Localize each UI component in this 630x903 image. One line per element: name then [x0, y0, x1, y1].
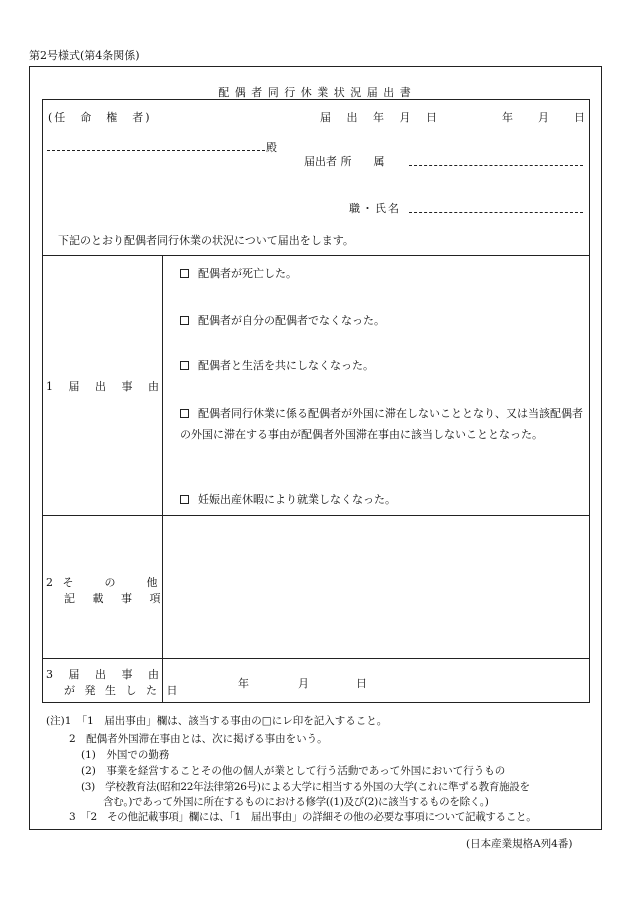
applicant-dept-line[interactable] [409, 165, 583, 166]
addressee-line[interactable] [47, 150, 265, 151]
reason-option-text: 配偶者同行休業に係る配偶者が外国に滞在しないこととなり、又は当該配偶者の外国に滞在する事由が配偶者外国滞在事由に該当しないこととなった。 [180, 407, 583, 441]
section2-label-line1: 2 そ の 他 [46, 576, 161, 589]
occurrence-year: 年 [238, 677, 249, 690]
applicant-dept-label: 届出者 所 属 [304, 155, 385, 168]
submission-day: 日 [574, 111, 585, 124]
checkbox[interactable] [180, 269, 189, 278]
section2-label-line2: 記 載 事 項 [64, 592, 168, 605]
reason-option-text: 配偶者が死亡した。 [198, 267, 297, 280]
paper-standard: (日本産業規格A列4番) [466, 838, 573, 850]
reason-option[interactable] [180, 404, 586, 445]
applicant-name-label: 職・氏名 [349, 202, 401, 215]
checkbox[interactable] [180, 316, 189, 325]
column-divider [162, 255, 163, 703]
submission-date-label: 届 出 年 月 日 [320, 111, 443, 124]
note-2-item-3-cont: 含む。)であって外国に所在するものにおける修学((1)及び(2)に該当するものを除く。) [103, 796, 489, 808]
appointer-label: (任 命 権 者) [48, 111, 152, 124]
row-divider [42, 255, 590, 256]
reason-option[interactable] [180, 312, 385, 328]
addressee-suffix: 殿 [266, 141, 277, 154]
occurrence-day: 日 [356, 677, 367, 690]
reason-option[interactable] [180, 357, 374, 373]
checkbox[interactable] [180, 409, 189, 418]
reason-option-text: 配偶者が自分の配偶者でなくなった。 [198, 314, 385, 327]
note-2-item-1: (1) 外国での勤務 [81, 749, 170, 761]
submission-year: 年 [502, 111, 513, 124]
note-3: 3 「2 その他記載事項」欄には、「1 届出事由」の詳細その他の必要な事項について記載すること。 [69, 811, 537, 823]
checkbox[interactable] [180, 361, 189, 370]
note-1: (注)1 「1 届出事由」欄は、該当する事由の□にレ印を記入すること。 [46, 715, 388, 727]
other-notes-field[interactable] [164, 517, 588, 656]
applicant-name-line[interactable] [409, 212, 583, 213]
reason-option-text: 配偶者と生活を共にしなくなった。 [198, 359, 374, 372]
reason-option-text: 妊娠出産休暇により就業しなくなった。 [198, 493, 396, 506]
occurrence-month: 月 [298, 677, 309, 690]
submission-month: 月 [538, 111, 549, 124]
section3-label-line2: が 発 生 し た 日 [64, 684, 181, 697]
row-divider [42, 658, 590, 659]
intro-text: 下記のとおり配偶者同行休業の状況について届出をします。 [58, 234, 354, 247]
form-label: 第2号様式(第4条関係) [29, 49, 140, 62]
note-2-item-2: (2) 事業を経営することその他の個人が業として行う活動であって外国において行うもの [81, 765, 506, 777]
section1-label: 1 届 出 事 由 [46, 380, 165, 393]
form-title: 配 偶 者 同 行 休 業 状 況 届 出 書 [218, 86, 412, 99]
section3-label-line1: 3 届 出 事 由 [46, 668, 165, 681]
reason-option[interactable] [180, 491, 396, 507]
note-2-item-3: (3) 学校教育法(昭和22年法律第26号)による大学に相当する外国の大学(これに準ずる教育施設を [81, 781, 530, 793]
row-divider [42, 515, 590, 516]
checkbox[interactable] [180, 495, 189, 504]
note-2: 2 配偶者外国滞在事由とは、次に掲げる事由をいう。 [69, 733, 328, 745]
reason-option[interactable] [180, 265, 297, 281]
